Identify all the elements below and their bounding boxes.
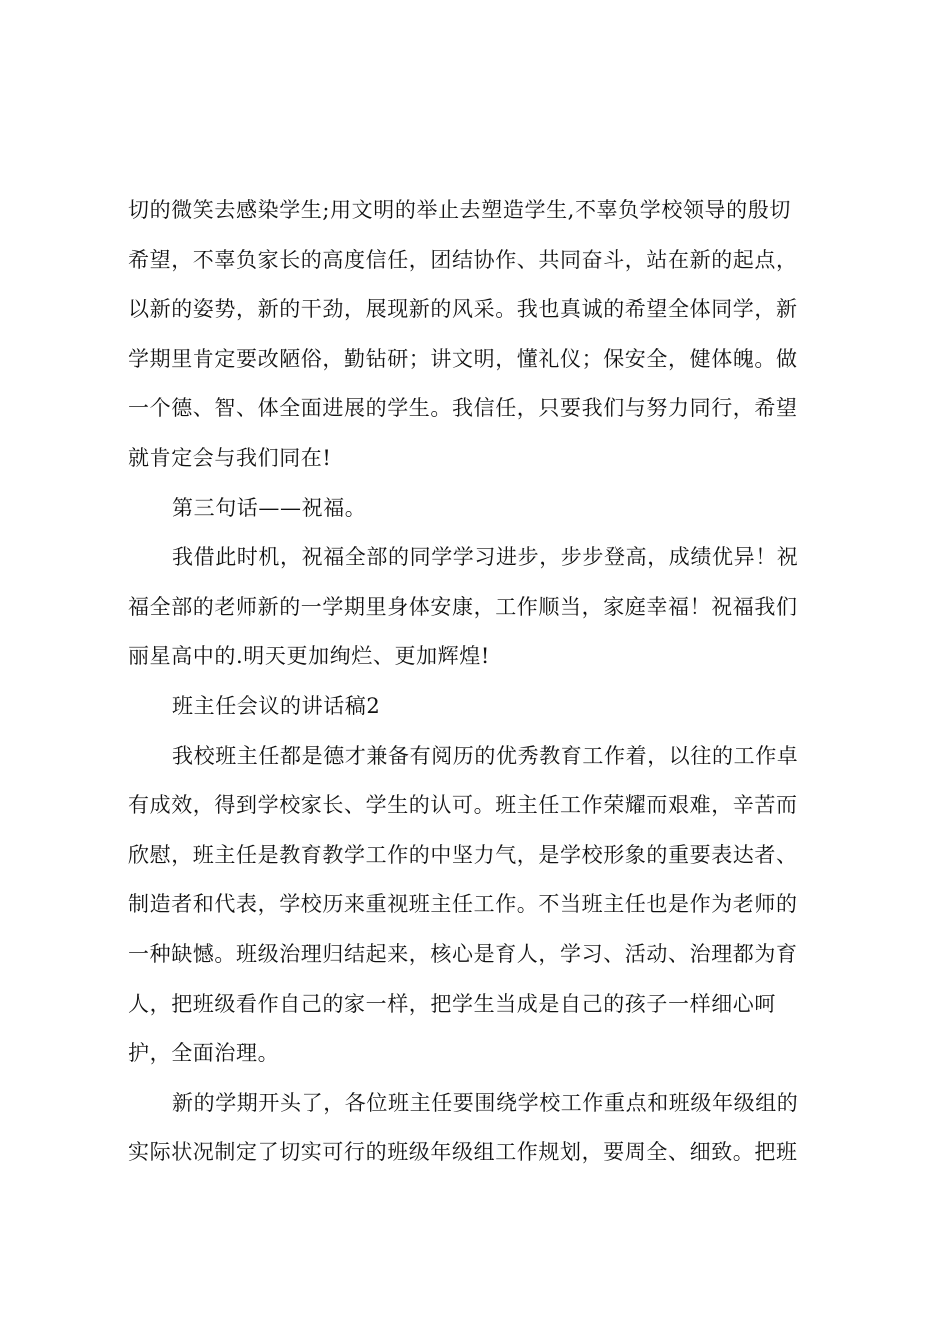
text-line: 新的学期开头了，各位班主任要围绕学校工作重点和班级年级组的	[172, 1090, 799, 1115]
text-line: 一种缺憾。班级治理归结起来，核心是育人，学习、活动、治理都为育	[128, 941, 798, 966]
text-line: 人，把班级看作自己的家一样，把学生当成是自己的孩子一样细心呵	[128, 991, 776, 1016]
paragraph	[128, 1079, 833, 1178]
text-line: 丽星高中的.明天更加绚烂、更加辉煌!	[128, 644, 490, 669]
text-line: 实际状况制定了切实可行的班级年级组工作规划，要周全、细致。把班	[128, 1140, 798, 1165]
section-title: 班主任会议的讲话稿2	[172, 693, 381, 718]
document-page	[128, 186, 833, 1178]
text-line: 希望，不辜负家长的高度信任，团结协作、共同奋斗，站在新的起点，	[128, 247, 798, 272]
text-line: 欣慰，班主任是教育教学工作的中坚力气，是学校形象的重要表达者、	[128, 842, 798, 867]
text-line: 制造者和代表，学校历来重视班主任工作。不当班主任也是作为老师的	[128, 892, 798, 917]
text-line: 就肯定会与我们同在!	[128, 445, 332, 470]
paragraph	[128, 732, 833, 1079]
text-line: 切的微笑去感染学生;用文明的举止去塑造学生,不辜负学校领导的殷切	[128, 198, 791, 222]
text-line: 我借此时机，祝福全部的同学学习进步，步步登高，成绩优异！祝	[172, 545, 799, 570]
paragraph	[128, 533, 833, 682]
text-line: 护，全面治理。	[128, 1041, 280, 1066]
paragraph	[128, 186, 833, 484]
section-heading: 第三句话——祝福。	[172, 495, 367, 520]
text-line: 一个德、智、体全面进展的学生。我信任，只要我们与努力同行，希望	[128, 396, 798, 421]
text-line: 以新的姿势，新的干劲，展现新的风采。我也真诚的希望全体同学，新	[128, 297, 798, 322]
text-line: 福全部的老师新的一学期里身体安康，工作顺当，家庭幸福！祝福我们	[128, 594, 798, 619]
text-line: 学期里肯定要改陋俗，勤钻研；讲文明，懂礼仪；保安全，健体魄。做	[128, 346, 798, 371]
paragraph-heading	[128, 682, 833, 732]
text-line: 有成效，得到学校家长、学生的认可。班主任工作荣耀而艰难，辛苦而	[128, 793, 798, 818]
text-line: 我校班主任都是德才兼备有阅历的优秀教育工作着，以往的工作卓	[172, 743, 799, 768]
paragraph-heading	[128, 484, 833, 534]
